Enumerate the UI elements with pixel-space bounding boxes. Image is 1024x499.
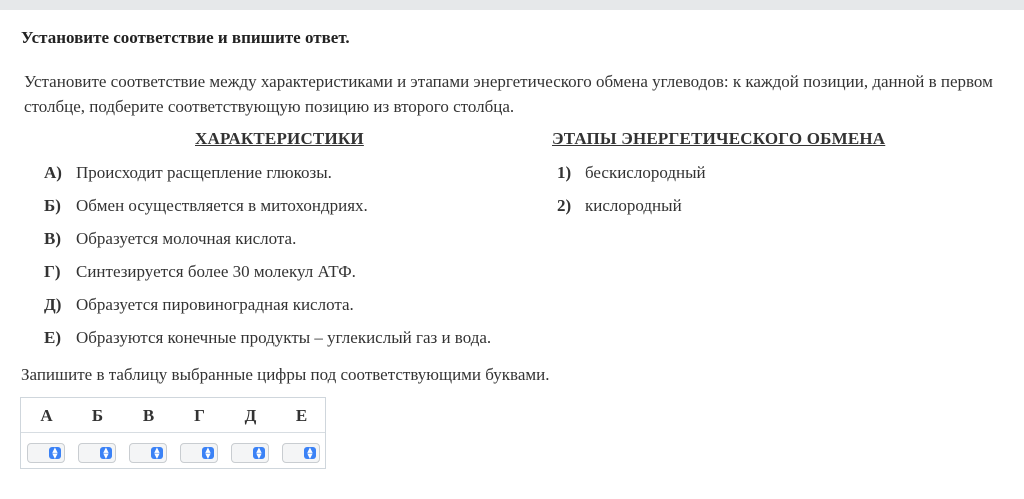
characteristic-text: Синтезируется более 30 молекул АТФ.	[76, 262, 356, 281]
characteristic-item	[44, 262, 544, 284]
stage-key: 2)	[557, 196, 572, 215]
characteristic-key: В)	[44, 229, 61, 248]
select-arrows-icon: ▲ ▼	[49, 447, 61, 459]
characteristic-item	[44, 328, 544, 350]
characteristic-key: Б)	[44, 196, 61, 215]
answer-header-g: Г	[194, 406, 205, 425]
select-arrows-icon: ▲ ▼	[253, 447, 265, 459]
answer-table	[20, 397, 326, 469]
select-arrows-icon: ▲ ▼	[202, 447, 214, 459]
answer-select-v[interactable]	[129, 443, 167, 463]
characteristics-header: ХАРАКТЕРИСТИКИ	[195, 129, 364, 148]
answer-header-b: Б	[91, 406, 104, 425]
answer-select-a[interactable]	[27, 443, 65, 463]
select-arrows-icon: ▲ ▼	[304, 447, 316, 459]
select-arrows-icon: ▲ ▼	[100, 447, 112, 459]
answer-header-e: Е	[295, 406, 308, 425]
characteristic-key: Д)	[44, 295, 62, 314]
characteristic-key: Г)	[44, 262, 61, 281]
answer-select-e[interactable]	[282, 443, 320, 463]
characteristic-key: А)	[44, 163, 62, 182]
answer-select-g[interactable]	[180, 443, 218, 463]
answer-instruction: Запишите в таблицу выбранные цифры под соответствующими буквами.	[21, 365, 550, 384]
stages-header: ЭТАПЫ ЭНЕРГЕТИЧЕСКОГО ОБМЕНА	[552, 129, 886, 148]
stage-item	[557, 163, 857, 185]
answer-header-v: В	[142, 406, 155, 425]
answer-header-d: Д	[244, 406, 257, 425]
answer-select-b[interactable]	[78, 443, 116, 463]
characteristic-key: Е)	[44, 328, 61, 347]
task-intro: Установите соответствие между характеристиками и этапами энергетического обмена углеводов: к каждой позиции, данной в первом столбце, подберите соответствующую позицию из второго столбца.	[24, 72, 993, 116]
stage-text: бескислородный	[585, 163, 706, 182]
characteristic-text: Происходит расщепление глюкозы.	[76, 163, 332, 182]
characteristic-item	[44, 196, 544, 218]
answer-header-a: А	[40, 406, 53, 425]
stage-key: 1)	[557, 163, 572, 182]
characteristic-item	[44, 163, 544, 185]
characteristic-item	[44, 295, 544, 317]
stage-text: кислородный	[585, 196, 682, 215]
answer-table-divider	[21, 432, 325, 433]
characteristic-item	[44, 229, 544, 251]
task-title: Установите соответствие и впишите ответ.	[21, 28, 350, 47]
characteristic-text: Образуются конечные продукты – углекислый газ и вода.	[76, 328, 492, 347]
select-arrows-icon: ▲ ▼	[151, 447, 163, 459]
top-bar	[0, 0, 1024, 10]
characteristic-text: Образуется молочная кислота.	[76, 229, 297, 248]
stage-item	[557, 196, 857, 218]
characteristic-text: Образуется пировиноградная кислота.	[76, 295, 354, 314]
answer-select-d[interactable]	[231, 443, 269, 463]
characteristic-text: Обмен осуществляется в митохондриях.	[76, 196, 368, 215]
